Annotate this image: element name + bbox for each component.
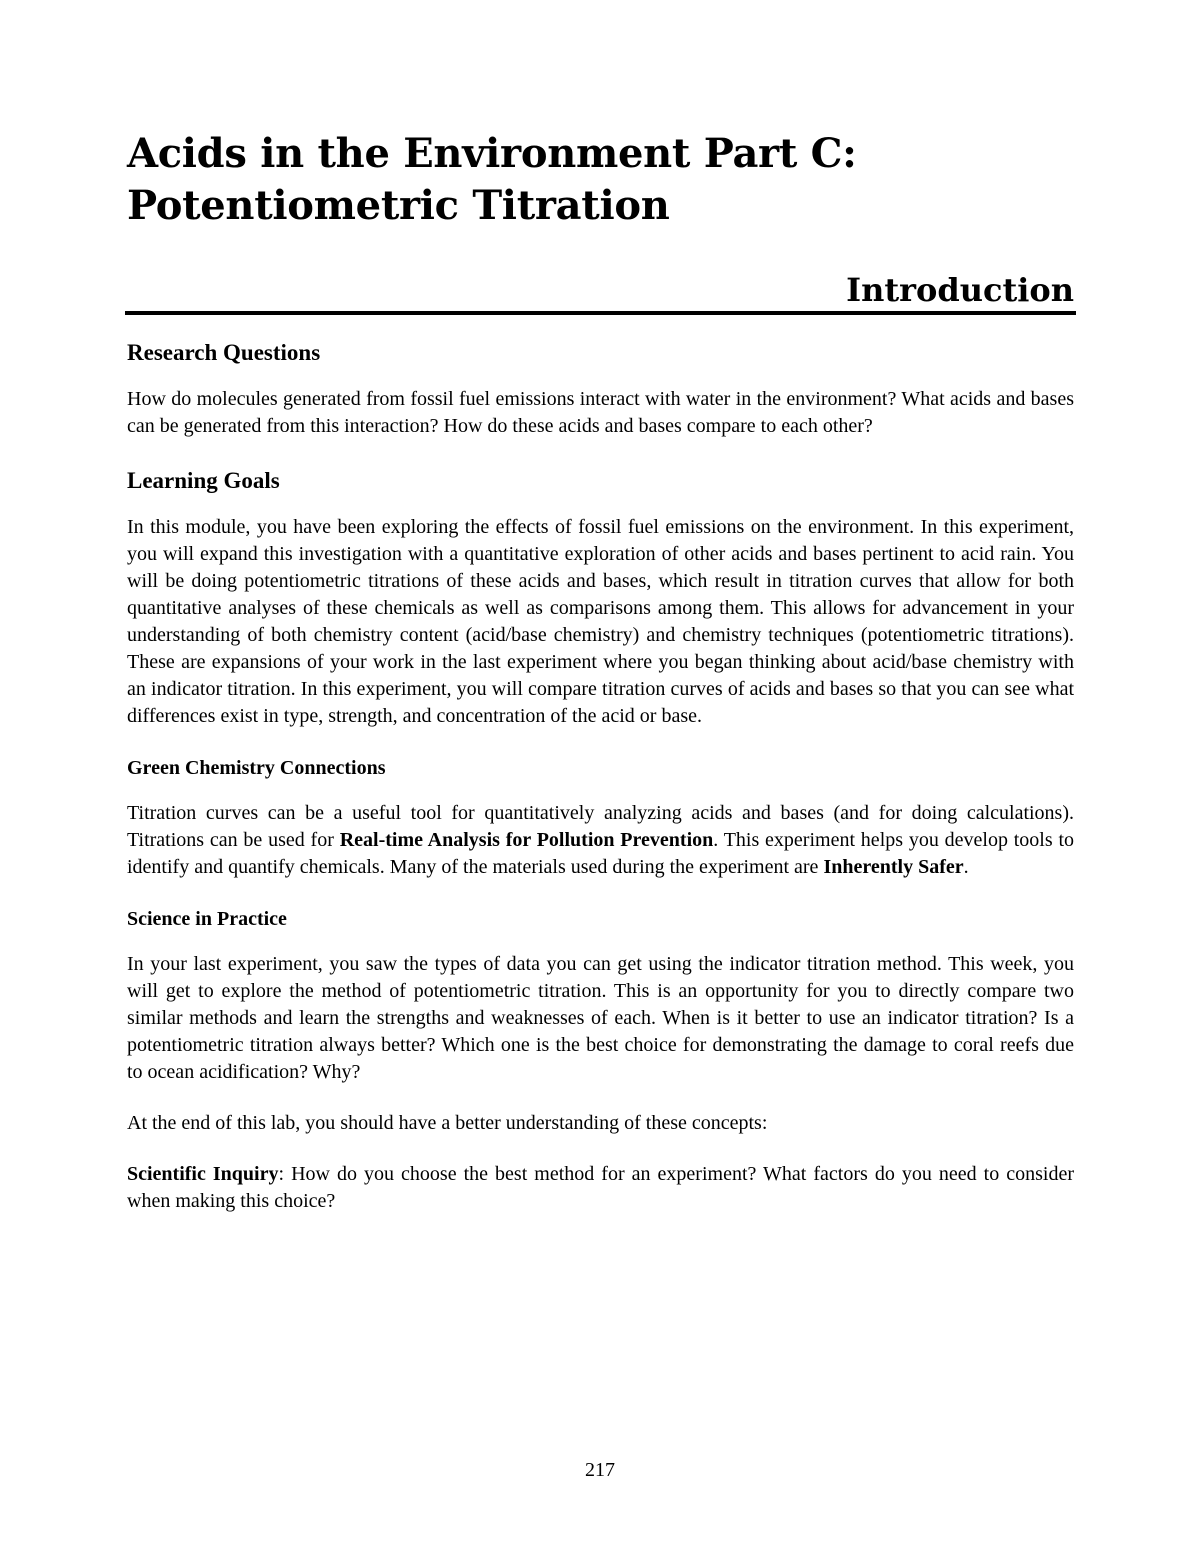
scientific-inquiry-label: Scientific Inquiry bbox=[127, 1163, 279, 1185]
learning-goals-paragraph: In this module, you have been exploring the effects of fossil fuel emissions on the environment. In this experiment, you will expand this investigation with a quantitative exploration of other acids and bases pertinent to acid rain. You will be doing potentiometric titrations of these acids and bases, which result in titration curves that allow for both quantitative analyses of these chemicals as well as comparisons among them. This allows for advancement in your understanding of both chemistry content (acid/base chemistry) and chemistry techniques (potentiometric titrations). These are expansions of your work in the last experiment where you began thinking about acid/base chemistry with an indicator titration. In this experiment, you will compare titration curves of acids and bases so that you can see what differences exist in type, strength, and concentration of the acid or base. bbox=[127, 516, 1074, 727]
green-chemistry-paragraph bbox=[127, 800, 1074, 881]
green-chemistry-text-1: Titration curves can be a useful tool for quantitatively analyzing acids and bases (and for doing calculations). Titrations can be used for bbox=[127, 802, 1074, 851]
green-chemistry-bold-2: Inherently Safer bbox=[823, 856, 964, 878]
title-line-1: Acids in the Environment Part C: bbox=[127, 130, 857, 177]
page-number: 217 bbox=[585, 1459, 615, 1481]
document-body bbox=[127, 336, 1074, 1239]
green-chemistry-bold-1: Real-time Analysis for Pollution Prevention bbox=[339, 829, 714, 851]
scientific-inquiry-text: : How do you choose the best method for an experiment? What factors do you need to consider when making this choice? bbox=[127, 1163, 1074, 1212]
heading-rule bbox=[125, 311, 1076, 315]
document-title bbox=[127, 128, 1074, 232]
concepts-intro-paragraph: At the end of this lab, you should have a better understanding of these concepts: bbox=[127, 1112, 768, 1134]
science-in-practice-paragraph: In your last experiment, you saw the types of data you can get using the indicator titration method. This week, you will get to explore the method of potentiometric titration. This is an opportunity for you to directly compare two similar methods and learn the strengths and weaknesses of each. When is it better to use an indicator titration? Is a potentiometric titration always better? Which one is the best choice for demonstrating the damage to coral reefs due to ocean acidification? Why? bbox=[127, 953, 1074, 1083]
research-questions-heading: Research Questions bbox=[127, 340, 321, 365]
learning-goals-heading: Learning Goals bbox=[127, 468, 280, 493]
research-questions-paragraph: How do molecules generated from fossil fuel emissions interact with water in the environment? What acids and bases can be generated from this interaction? How do these acids and bases compare to each other? bbox=[127, 388, 1074, 437]
science-in-practice-heading: Science in Practice bbox=[127, 908, 287, 930]
title-line-2: Potentiometric Titration bbox=[127, 182, 670, 229]
section-heading-introduction: Introduction bbox=[846, 271, 1074, 309]
green-chemistry-text-2: . This experiment helps you develop tools to identify and quantify chemicals. Many of the materials used during the experiment are bbox=[127, 829, 1074, 878]
green-chemistry-text-3: . bbox=[963, 856, 969, 878]
green-chemistry-heading: Green Chemistry Connections bbox=[127, 757, 386, 779]
scientific-inquiry-paragraph bbox=[127, 1161, 1074, 1215]
